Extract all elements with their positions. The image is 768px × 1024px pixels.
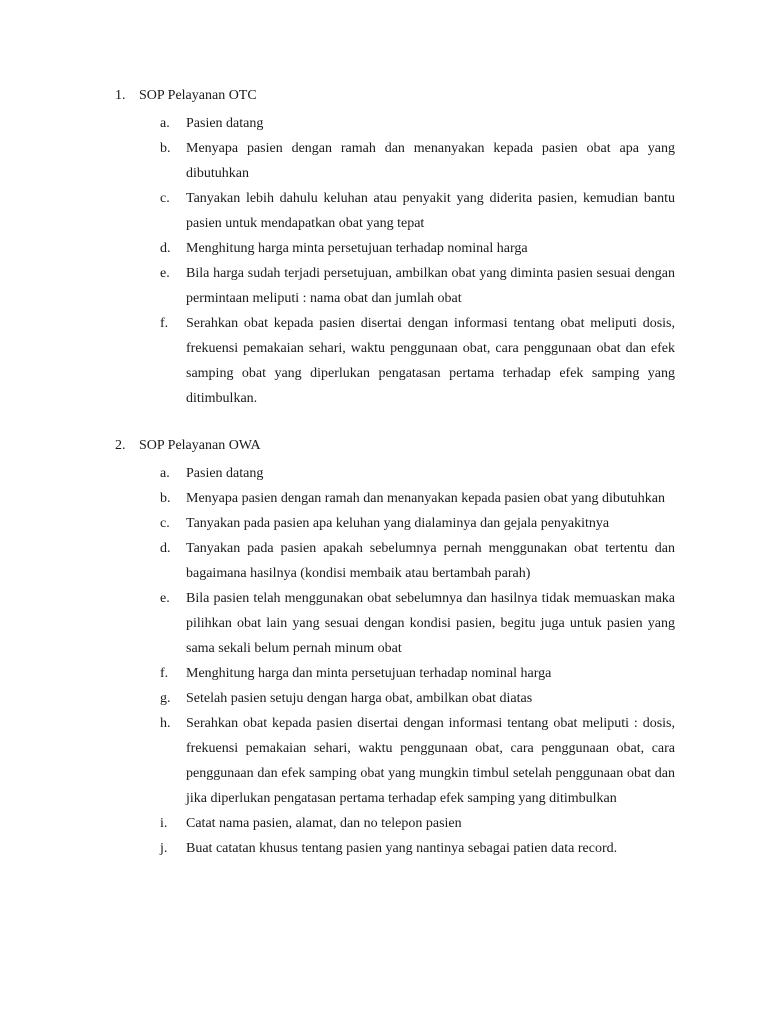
list-item (0, 811, 768, 836)
item-text: Menyapa pasien dengan ramah dan menanyakan kepada pasien obat yang dibutuhkan (186, 491, 665, 506)
list-item (0, 261, 768, 311)
list-item (0, 686, 768, 711)
item-letter: d. (160, 241, 171, 256)
list-item (0, 586, 768, 661)
list-item (0, 461, 768, 486)
list-item (0, 836, 768, 861)
step-list (0, 111, 768, 411)
item-letter: f. (160, 316, 169, 331)
section-heading (0, 86, 768, 111)
item-letter: a. (160, 116, 170, 131)
item-letter: j. (160, 841, 168, 856)
section-sop-otc (0, 86, 768, 411)
item-text: Tanyakan lebih dahulu keluhan atau penyakit yang diderita pasien, kemudian bantu pasien untuk mendapatkan obat yang tepat (186, 191, 675, 231)
item-text: Menghitung harga dan minta persetujuan terhadap nominal harga (186, 666, 552, 681)
item-letter: b. (160, 491, 171, 506)
item-letter: g. (160, 691, 171, 706)
item-text: Setelah pasien setuju dengan harga obat, ambilkan obat diatas (186, 691, 533, 706)
list-item (0, 186, 768, 236)
section-number: 2. (115, 438, 126, 453)
item-letter: a. (160, 466, 170, 481)
section-sop-owa (0, 436, 768, 861)
item-letter: i. (160, 816, 168, 831)
item-letter: d. (160, 541, 171, 556)
list-item (0, 661, 768, 686)
list-item (0, 511, 768, 536)
item-text: Buat catatan khusus tentang pasien yang nantinya sebagai patien data record. (186, 841, 618, 856)
section-heading (0, 436, 768, 461)
step-list (0, 461, 768, 861)
item-text: Bila pasien telah menggunakan obat sebelumnya dan hasilnya tidak memuaskan maka pilihkan obat lain yang sesuai dengan kondisi pasien, begitu juga untuk pasien yang sama sekali belum pernah minum obat (186, 591, 675, 656)
item-letter: e. (160, 591, 170, 606)
list-item (0, 711, 768, 811)
list-item (0, 111, 768, 136)
list-item (0, 236, 768, 261)
item-letter: b. (160, 141, 171, 156)
item-text: Tanyakan pada pasien apakah sebelumnya pernah menggunakan obat tertentu dan bagaimana hasilnya (kondisi membaik atau bertambah parah) (186, 541, 675, 581)
item-text: Serahkan obat kepada pasien disertai dengan informasi tentang obat meliputi dosis, frekuensi pemakaian sehari, waktu penggunaan obat, cara penggunaan obat dan efek samping obat yang diperlukan pengatasan pertama terhadap efek samping yang ditimbulkan. (186, 316, 675, 406)
list-item (0, 136, 768, 186)
item-text: Pasien datang (186, 116, 264, 131)
item-text: Tanyakan pada pasien apa keluhan yang dialaminya dan gejala penyakitnya (186, 516, 610, 531)
item-text: Menghitung harga minta persetujuan terhadap nominal harga (186, 241, 528, 256)
item-text: Bila harga sudah terjadi persetujuan, ambilkan obat yang diminta pasien sesuai dengan permintaan meliputi : nama obat dan jumlah obat (186, 266, 675, 306)
item-letter: c. (160, 191, 170, 206)
item-text: Serahkan obat kepada pasien disertai dengan informasi tentang obat meliputi : dosis, frekuensi pemakaian sehari, waktu penggunaan obat, cara penggunaan obat, cara penggunaan dan efek samping obat yang mungkin timbul setelah penggunaan obat dan jika diperlukan pengatasan pertama terhadap efek samping yang ditimbulkan (186, 716, 675, 806)
item-text: Pasien datang (186, 466, 264, 481)
list-item (0, 486, 768, 511)
item-letter: f. (160, 666, 169, 681)
section-number: 1. (115, 88, 126, 103)
item-letter: h. (160, 716, 171, 731)
section-title: SOP Pelayanan OTC (139, 88, 257, 103)
item-text: Menyapa pasien dengan ramah dan menanyakan kepada pasien obat apa yang dibutuhkan (186, 141, 675, 181)
item-text: Catat nama pasien, alamat, dan no telepon pasien (186, 816, 462, 831)
item-letter: c. (160, 516, 170, 531)
section-title: SOP Pelayanan OWA (139, 438, 261, 453)
list-item (0, 536, 768, 586)
list-item (0, 311, 768, 411)
item-letter: e. (160, 266, 170, 281)
